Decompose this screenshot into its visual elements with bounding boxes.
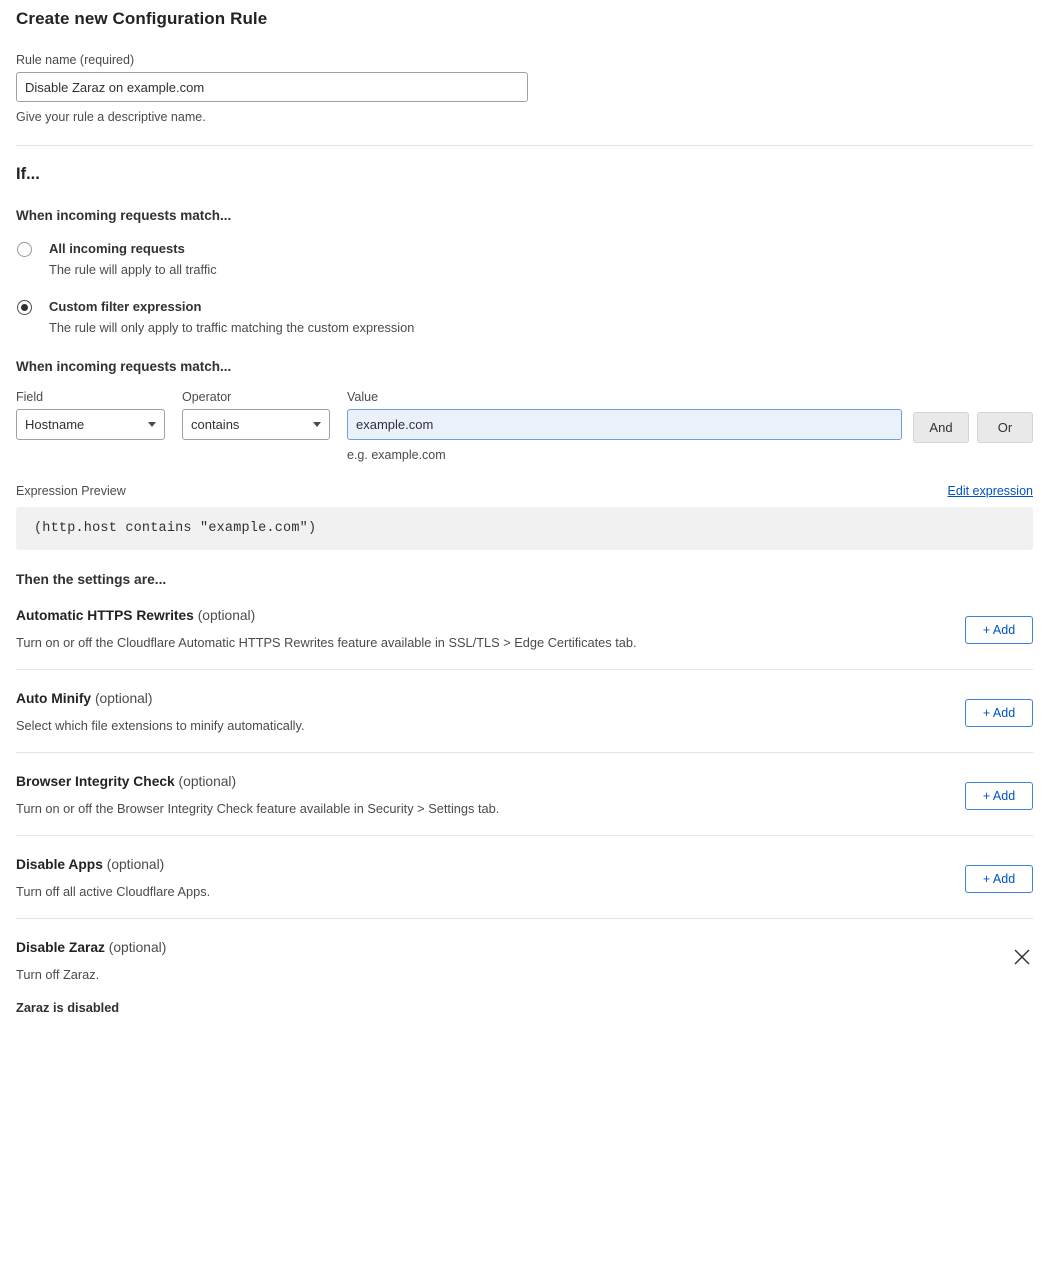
radio-circle-icon[interactable] xyxy=(17,242,32,257)
chevron-down-icon xyxy=(148,422,156,427)
setting-title xyxy=(16,691,945,706)
expression-preview-label: Expression Preview xyxy=(16,484,126,499)
operator-select-value: contains xyxy=(191,417,240,433)
setting-optional-tag: (optional) xyxy=(193,608,256,624)
setting-optional-tag: (optional) xyxy=(104,940,167,956)
field-select-value: Hostname xyxy=(25,417,85,433)
setting-name: Disable Apps xyxy=(16,857,103,873)
setting-title xyxy=(16,940,991,955)
field-label: Field xyxy=(16,390,44,405)
setting-description: Turn on or off the Cloudflare Automatic HTTPS Rewrites feature available in SSL/TLS > Edge Certificates tab. xyxy=(16,635,637,651)
setting-browser-integrity-check xyxy=(16,752,1033,835)
radio-circle-selected-icon[interactable] xyxy=(17,300,32,315)
setting-description: Turn off all active Cloudflare Apps. xyxy=(16,884,211,900)
and-button[interactable]: And xyxy=(913,412,969,443)
edit-expression-link[interactable]: Edit expression xyxy=(947,484,1033,499)
or-button[interactable]: Or xyxy=(977,412,1033,443)
add-setting-button[interactable]: + Add xyxy=(965,782,1033,810)
setting-disable-apps xyxy=(16,835,1033,918)
setting-title xyxy=(16,857,945,872)
rule-name-help: Give your rule a descriptive name. xyxy=(16,110,206,124)
value-hint: e.g. example.com xyxy=(347,448,446,463)
expression-builder-heading: When incoming requests match... xyxy=(16,359,232,375)
setting-description: Turn off Zaraz. xyxy=(16,967,100,983)
setting-name: Auto Minify xyxy=(16,691,92,707)
close-icon[interactable] xyxy=(1011,946,1033,968)
add-setting-button[interactable]: + Add xyxy=(965,865,1033,893)
operator-label: Operator xyxy=(182,390,232,405)
setting-optional-tag: (optional) xyxy=(102,857,165,873)
setting-optional-tag: (optional) xyxy=(174,774,237,790)
match-mode-radio-group xyxy=(16,240,1033,335)
value-label: Value xyxy=(347,390,379,405)
operator-select[interactable] xyxy=(182,409,330,440)
setting-name: Automatic HTTPS Rewrites xyxy=(16,608,194,624)
field-column xyxy=(16,390,165,440)
setting-name: Browser Integrity Check xyxy=(16,774,175,790)
then-section-heading: Then the settings are... xyxy=(16,572,167,588)
add-setting-button[interactable]: + Add xyxy=(965,616,1033,644)
and-or-buttons xyxy=(913,412,1033,443)
radio-description: The rule will apply to all traffic xyxy=(49,262,217,278)
radio-option-all-requests[interactable] xyxy=(16,240,1033,277)
setting-automatic-https-rewrites xyxy=(16,587,1033,669)
if-section-heading: If... xyxy=(16,165,40,183)
radio-description: The rule will only apply to traffic matching the custom expression xyxy=(49,320,415,336)
divider xyxy=(16,145,1033,146)
radio-label: Custom filter expression xyxy=(49,299,202,315)
rule-name-label: Rule name (required) xyxy=(16,53,135,67)
setting-auto-minify xyxy=(16,669,1033,752)
add-setting-button[interactable]: + Add xyxy=(965,699,1033,727)
radio-option-custom-filter[interactable] xyxy=(16,298,1033,335)
setting-optional-tag: (optional) xyxy=(91,691,153,707)
configuration-rule-form xyxy=(0,9,1049,1034)
radio-label: All incoming requests xyxy=(49,241,185,256)
rule-name-input[interactable] xyxy=(16,72,528,102)
setting-name: Disable Zaraz xyxy=(16,940,105,956)
setting-title xyxy=(16,608,945,623)
expression-preview-header xyxy=(16,484,1033,498)
value-input[interactable] xyxy=(347,409,902,440)
chevron-down-icon xyxy=(313,422,321,427)
setting-title xyxy=(16,774,945,789)
expression-preview-box: (http.host contains "example.com") xyxy=(16,507,1033,550)
setting-description: Select which file extensions to minify automatically. xyxy=(16,718,305,734)
field-select[interactable] xyxy=(16,409,165,440)
expression-builder-row xyxy=(16,390,1033,462)
value-column xyxy=(347,390,902,462)
setting-description: Turn on or off the Browser Integrity Check feature available in Security > Settings tab. xyxy=(16,801,500,817)
operator-column xyxy=(182,390,330,440)
page-title: Create new Configuration Rule xyxy=(16,9,268,28)
setting-disable-zaraz xyxy=(16,918,1033,1034)
zaraz-status-text: Zaraz is disabled xyxy=(16,1000,120,1016)
match-heading: When incoming requests match... xyxy=(16,208,232,223)
